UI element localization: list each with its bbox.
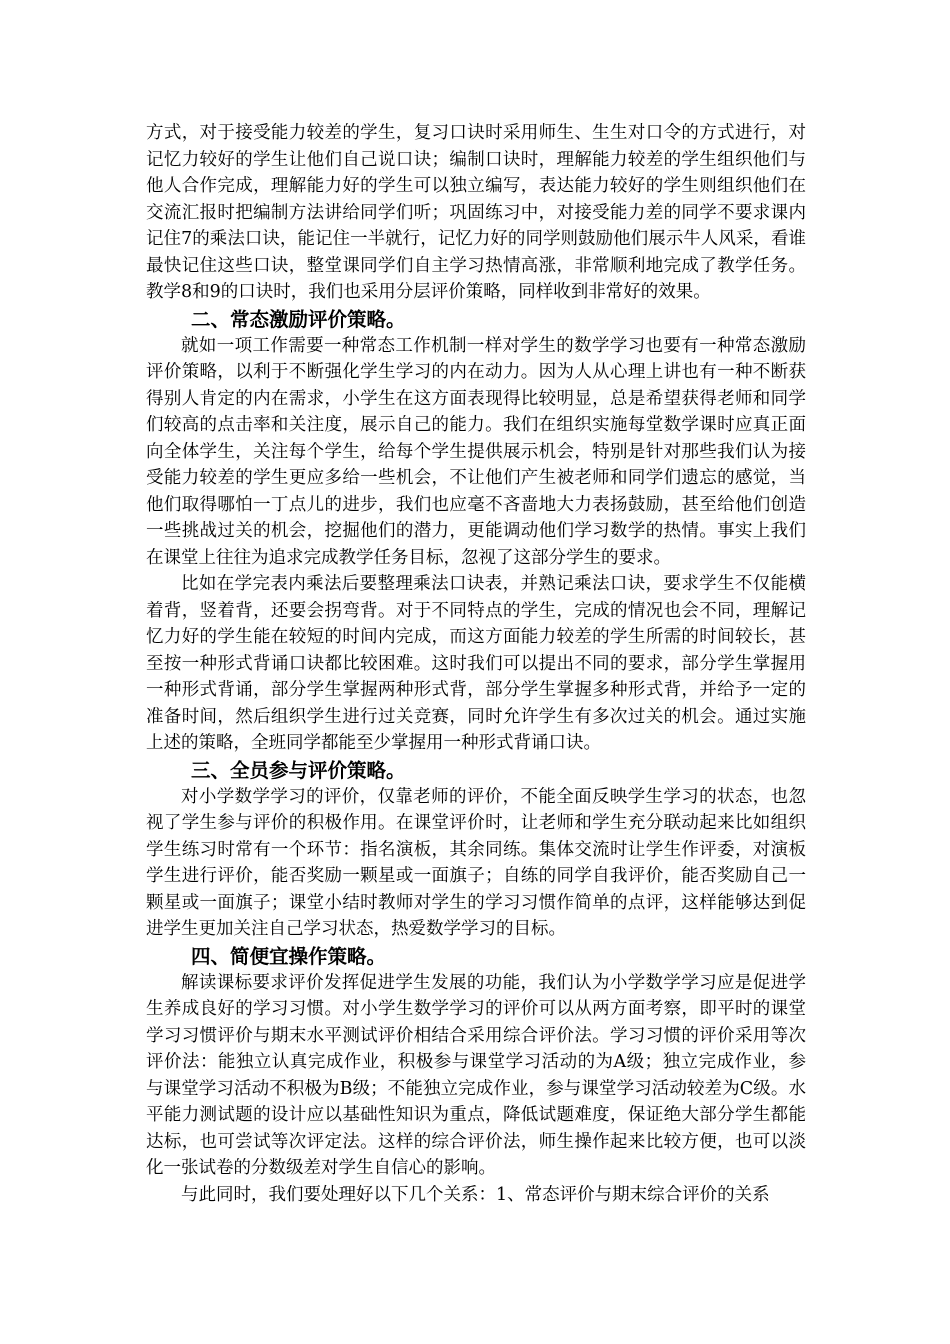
section4-paragraph-2: 与此同时，我们要处理好以下几个关系：1、常态评价与期末综合评价的关系: [181, 1184, 770, 1205]
section2-paragraph-1: 就如一项工作需要一种常态工作机制一样对学生的数学学习也要有一种常态激励评价策略，以利于不断强化学生学习的内在动力。因为人从心理上讲也有一种不断获得别人肯定的内在需求，小学生在这方面表现得比较明显，总是希望获得老师和同学们较高的点击率和关注度，展示自己的能力。我们在组织实施每堂数学课时应真正面向全体学生，关注每个学生，给每个学生提供展示机会，特别是针对那些我们认为接受能力较差的学生更应多给一些机会，不让他们产生被老师和同学们遗忘的感觉，当他们取得哪怕一丁点儿的进步，我们也应毫不吝啬地大力表扬鼓励，甚至给他们创造一些挑战过关的机会，挖掘他们的潜力，更能调动他们学习数学的热情。事实上我们在课堂上往往为追求完成教学任务目标，忽视了这部分学生的要求。: [146, 335, 806, 568]
section-heading-4: 四、简便宜操作策略。: [191, 944, 387, 968]
section4-paragraph-1: 解读课标要求评价发挥促进学生发展的功能，我们认为小学数学学习应是促进学生养成良好的学习习惯。对小学生数学学习的评价可以从两方面考察，即平时的课堂学习习惯评价与期末水平测试评价相结合采用综合评价法。学习习惯的评价采用等次评价法：能独立认真完成作业，积极参与课堂学习活动的为A级；独立完成作业，参与课堂学习活动不积极为B级；不能独立完成作业，参与课堂学习活动较差为C级。水平能力测试题的设计应以基础性知识为重点，降低试题难度，保证绝大部分学生都能达标，也可尝试等次评定法。这样的综合评价法，师生操作起来比较方便，也可以淡化一张试卷的分数级差对学生自信心的影响。: [146, 972, 806, 1178]
section-heading-3: 三、全员参与评价策略。: [191, 758, 406, 782]
section-heading-2: 二、常态激励评价策略。: [191, 307, 406, 331]
section2-paragraph-2: 比如在学完表内乘法后要整理乘法口诀表，并熟记乘法口诀，要求学生不仅能横着背，竖着背，还要会拐弯背。对于不同特点的学生，完成的情况也会不同，理解记忆力好的学生能在较短的时间内完成，而这方面能力较差的学生所需的时间较长，甚至按一种形式背诵口诀都比较困难。这时我们可以提出不同的要求，部分学生掌握用一种形式背诵，部分学生掌握两种形式背，部分学生掌握多种形式背，并给予一定的准备时间，然后组织学生进行过关竞赛，同时允许学生有多次过关的机会。通过实施上述的策略，全班同学都能至少掌握用一种形式背诵口诀。: [146, 574, 806, 753]
document-page: [146, 120, 806, 1208]
intro-paragraph: 方式，对于接受能力较差的学生，复习口诀时采用师生、生生对口令的方式进行，对记忆力较好的学生让他们自己说口诀；编制口诀时，理解能力较差的学生组织他们与他人合作完成，理解能力好的学生可以独立编写，表达能力较好的学生则组织他们在交流汇报时把编制方法讲给同学们听；巩固练习中，对接受能力差的同学不要求课内记住7的乘法口诀，能记住一半就行，记忆力好的同学则鼓励他们展示牛人风采，看谁最快记住这些口诀，整堂课同学们自主学习热情高涨，非常顺利地完成了教学任务。教学8和9的口诀时，我们也采用分层评价策略，同样收到非常好的效果。: [146, 123, 806, 302]
section3-paragraph-1: 对小学数学学习的评价，仅靠老师的评价，不能全面反映学生学习的状态，也忽视了学生参与评价的积极作用。在课堂评价时，让老师和学生充分联动起来比如组织学生练习时常有一个环节：指名演板，其余同练。集体交流时让学生作评委，对演板学生进行评价，能否奖励一颗星或一面旗子；自练的同学自我评价，能否奖励自己一颗星或一面旗子；课堂小结时教师对学生的学习习惯作简单的点评，这样能够达到促进学生更加关注自己学习状态，热爱数学学习的目标。: [146, 786, 806, 939]
